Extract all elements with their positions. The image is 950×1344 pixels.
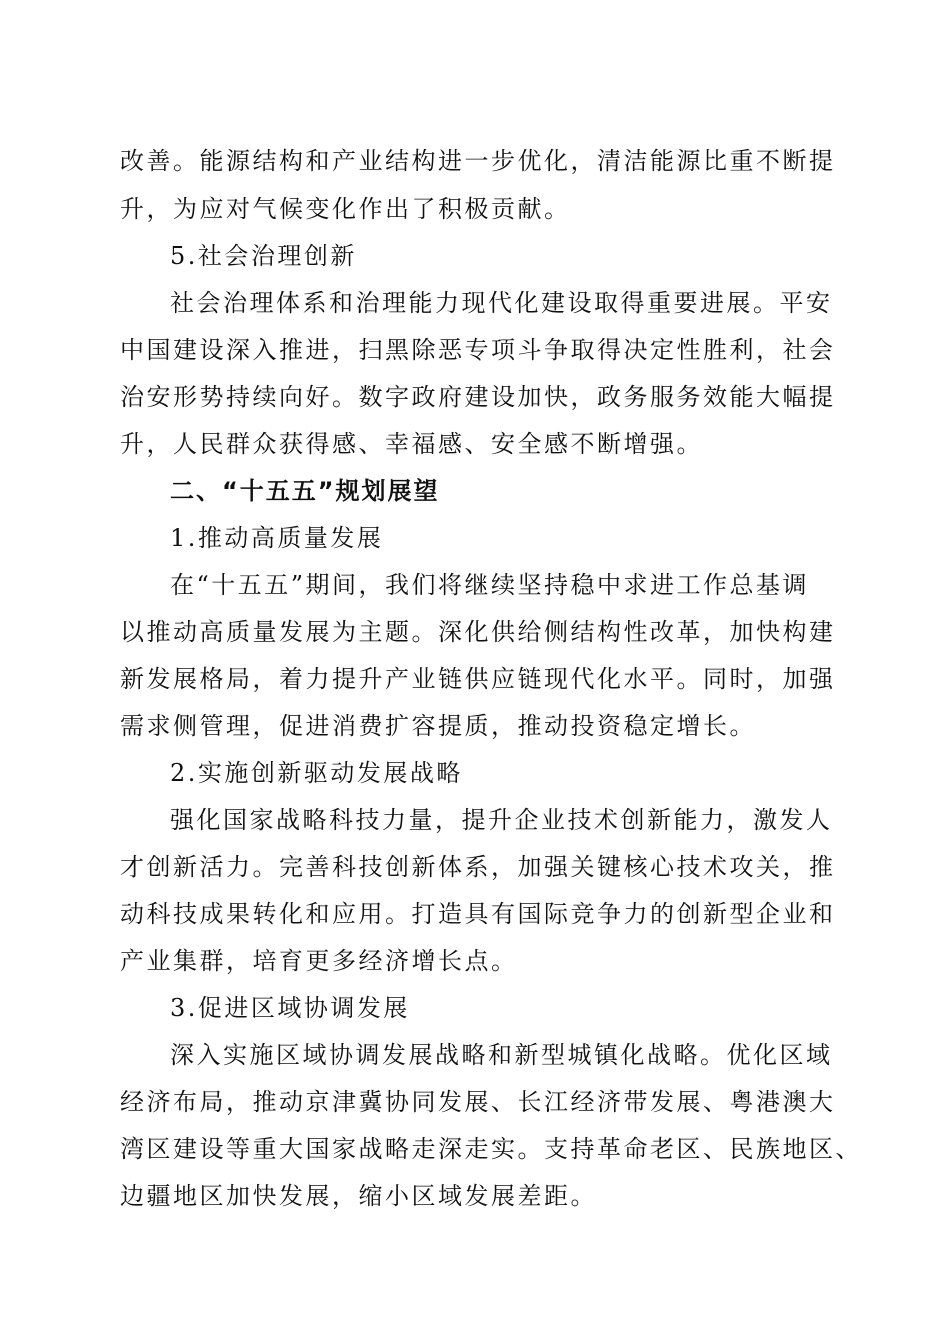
paragraph-line: 治安形势持续向好。数字政府建设加快，政务服务效能大幅提 — [120, 383, 836, 411]
paragraph-line: 边疆地区加快发展，缩小区域发展差距。 — [120, 1182, 597, 1210]
paragraph-line: 深入实施区域协调发展战略和新型城镇化战略。优化区域 — [170, 1041, 833, 1069]
section-heading: 3.促进区域协调发展 — [170, 994, 410, 1022]
paragraph-line: 升，人民群众获得感、幸福感、安全感不断增强。 — [120, 430, 703, 458]
section-heading: 2.实施创新驱动发展战略 — [170, 759, 463, 787]
section-heading: 1.推动高质量发展 — [170, 524, 384, 552]
paragraph-line: 新发展格局，着力提升产业链供应链现代化水平。同时，加强 — [120, 665, 836, 693]
paragraph-line: 在“十五五”期间，我们将继续坚持稳中求进工作总基调 — [170, 571, 810, 599]
paragraph-line: 强化国家战略科技力量，提升企业技术创新能力，激发人 — [170, 806, 833, 834]
paragraph-line: 产业集群，培育更多经济增长点。 — [120, 947, 518, 975]
section-heading: 5.社会治理创新 — [170, 242, 357, 270]
paragraph-line: 社会治理体系和治理能力现代化建设取得重要进展。平安 — [170, 289, 833, 317]
paragraph-line: 升，为应对气候变化作出了积极贡献。 — [120, 195, 571, 223]
paragraph-line: 湾区建设等重大国家战略走深走实。支持革命老区、民族地区、 — [120, 1135, 862, 1163]
paragraph-line: 经济布局，推动京津冀协同发展、长江经济带发展、粤港澳大 — [120, 1088, 836, 1116]
chapter-heading: 二、“十五五”规划展望 — [170, 477, 440, 505]
paragraph-line: 才创新活力。完善科技创新体系，加强关键核心技术攻关，推 — [120, 853, 836, 881]
paragraph-line: 需求侧管理，促进消费扩容提质，推动投资稳定增长。 — [120, 712, 756, 740]
paragraph-line: 以推动高质量发展为主题。深化供给侧结构性改革，加快构建 — [120, 618, 836, 646]
paragraph-line: 改善。能源结构和产业结构进一步优化，清洁能源比重不断提 — [120, 147, 836, 175]
paragraph-line: 中国建设深入推进，扫黑除恶专项斗争取得决定性胜利，社会 — [120, 336, 836, 364]
paragraph-line: 动科技成果转化和应用。打造具有国际竞争力的创新型企业和 — [120, 900, 836, 928]
